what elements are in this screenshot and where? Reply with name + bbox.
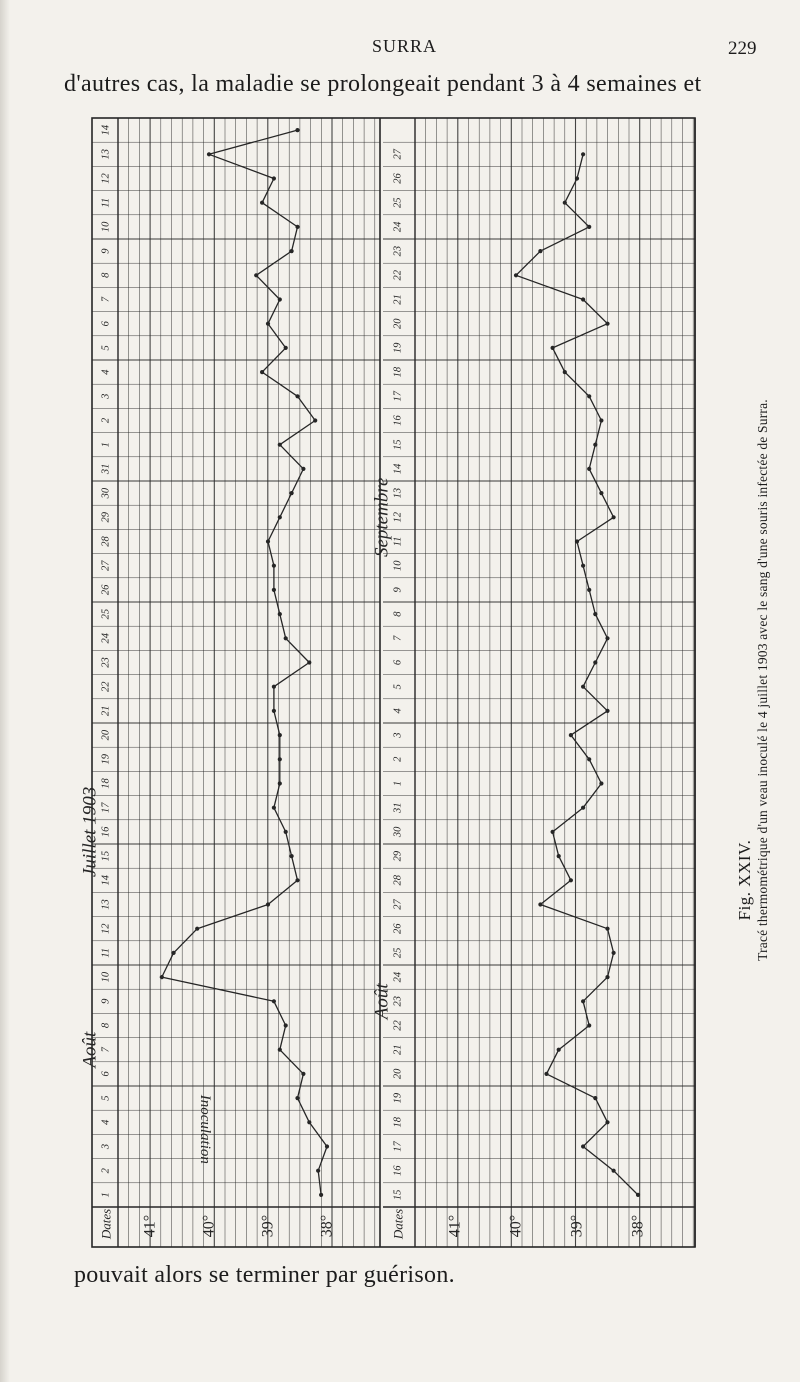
date-tick-label: 14: [392, 463, 404, 475]
date-tick-label: 4: [100, 369, 112, 375]
temperature-data-point: [605, 1120, 609, 1124]
temperature-series-line: [162, 130, 327, 1195]
date-tick-label: 8: [100, 1022, 112, 1029]
temperature-data-point: [266, 539, 270, 543]
temperature-tick-label: 38°: [318, 1214, 336, 1238]
temperature-data-point: [563, 370, 567, 374]
temperature-data-point: [172, 951, 176, 955]
temperature-data-point: [612, 951, 616, 955]
date-tick-label: 5: [392, 684, 404, 690]
date-tick-label: 8: [392, 611, 404, 617]
temperature-data-point: [605, 975, 609, 979]
temperature-data-point: [284, 636, 288, 640]
page-number: 229: [728, 38, 757, 59]
temperature-data-point: [538, 249, 542, 253]
date-tick-label: 3: [100, 1143, 112, 1150]
figure-caption: Tracé thermométrique d'un veau inoculé le 4 juillet 1903 avec le sang d'une souris infectée de Surra.: [755, 399, 770, 961]
temperature-tick-label: 40°: [507, 1214, 525, 1238]
temperature-data-point: [307, 660, 311, 664]
temperature-data-point: [301, 467, 305, 471]
temperature-data-point: [581, 152, 585, 156]
date-tick-label: 6: [392, 659, 404, 666]
date-tick-label: 17: [392, 391, 404, 402]
date-tick-label: 7: [100, 1047, 112, 1053]
temperature-data-point: [319, 1193, 323, 1197]
temperature-data-point: [272, 806, 276, 810]
temperature-data-point: [551, 830, 555, 834]
temperature-data-point: [290, 491, 294, 495]
month-label: Juillet 1903: [79, 786, 101, 878]
temperature-data-point: [278, 757, 282, 761]
date-tick-label: 26: [392, 923, 404, 934]
date-tick-label: 25: [100, 608, 112, 620]
temperature-data-point: [278, 515, 282, 519]
date-tick-label: 21: [100, 705, 112, 717]
month-label: Août: [79, 1031, 101, 1068]
temperature-data-point: [290, 854, 294, 858]
temperature-data-point: [581, 1144, 585, 1148]
date-tick-label: 12: [100, 923, 112, 934]
temperature-data-point: [266, 322, 270, 326]
date-tick-label: 23: [392, 996, 404, 1007]
date-tick-label: 30: [392, 826, 404, 838]
date-tick-label: 22: [392, 270, 404, 281]
temperature-data-point: [569, 733, 573, 737]
date-tick-label: 24: [392, 971, 404, 983]
date-tick-label: 5: [100, 345, 112, 351]
temperature-data-point: [581, 564, 585, 568]
date-tick-label: 4: [100, 1119, 112, 1125]
temperature-data-point: [599, 781, 603, 785]
temperature-data-point: [160, 975, 164, 979]
chart-panel-1: [80, 118, 381, 1247]
inoculation-annotation: Inoculation: [197, 1094, 213, 1164]
date-tick-label: 23: [100, 657, 112, 668]
month-label: Septembre: [371, 477, 393, 558]
temperature-data-point: [593, 612, 597, 616]
temperature-data-point: [538, 902, 542, 906]
temperature-data-point: [272, 564, 276, 568]
temperature-data-point: [272, 685, 276, 689]
body-text-line-after: pouvait alors se terminer par guérison.: [74, 1262, 455, 1288]
temperature-data-point: [278, 612, 282, 616]
temperature-data-point: [557, 1048, 561, 1052]
date-tick-label: 6: [100, 321, 112, 327]
temperature-data-point: [266, 902, 270, 906]
temperature-data-point: [551, 346, 555, 350]
date-tick-label: 18: [392, 1117, 404, 1128]
temperature-data-point: [544, 1072, 548, 1076]
date-tick-label: 11: [100, 948, 112, 958]
date-tick-label: 3: [392, 732, 404, 738]
temperature-data-point: [563, 201, 567, 205]
temperature-data-point: [284, 830, 288, 834]
temperature-data-point: [587, 1023, 591, 1027]
date-tick-label: 7: [392, 635, 404, 641]
date-tick-label: 15: [392, 1189, 404, 1201]
date-tick-label: 19: [392, 1092, 404, 1104]
date-tick-label: 1: [100, 442, 112, 448]
temperature-data-point: [605, 927, 609, 931]
temperature-data-point: [278, 1048, 282, 1052]
date-tick-label: 23: [392, 245, 404, 257]
date-tick-label: 25: [392, 947, 404, 959]
date-tick-label: 20: [392, 1068, 404, 1080]
date-tick-label: 20: [392, 318, 404, 329]
date-tick-label: 15: [100, 850, 112, 862]
temperature-data-point: [207, 152, 211, 156]
date-tick-label: 8: [100, 272, 112, 278]
temperature-data-point: [260, 370, 264, 374]
temperature-tick-label: 38°: [629, 1214, 647, 1238]
date-tick-label: 29: [392, 850, 404, 862]
chart-panel-2: [372, 118, 696, 1247]
date-tick-label: 22: [392, 1020, 404, 1031]
temperature-data-point: [587, 757, 591, 761]
running-title: SURRA: [372, 36, 438, 56]
temperature-data-point: [599, 491, 603, 495]
temperature-data-point: [272, 588, 276, 592]
figure-label: Fig. XXIV.: [735, 839, 754, 921]
date-tick-label: 27: [100, 560, 112, 571]
date-tick-label: 16: [100, 826, 112, 838]
date-tick-label: 9: [100, 998, 112, 1004]
date-tick-label: 2: [100, 1168, 112, 1174]
temperature-data-point: [587, 588, 591, 592]
temperature-tick-label: 41°: [446, 1214, 464, 1238]
temperature-tick-label: 40°: [200, 1214, 218, 1238]
date-tick-label: 30: [100, 487, 112, 499]
temperature-data-point: [278, 781, 282, 785]
date-tick-label: 11: [100, 197, 112, 208]
date-tick-label: 7: [100, 296, 112, 303]
date-tick-label: 28: [100, 536, 112, 547]
temperature-data-point: [636, 1193, 640, 1197]
date-tick-label: 17: [392, 1141, 404, 1152]
date-tick-label: 27: [392, 149, 404, 160]
date-tick-label: 14: [100, 875, 112, 886]
date-tick-label: 22: [100, 681, 112, 692]
date-tick-label: 31: [392, 802, 404, 813]
date-tick-label: 3: [100, 393, 112, 399]
date-tick-label: 16: [392, 1165, 404, 1176]
temperature-data-point: [605, 709, 609, 713]
temperature-tick-label: 41°: [141, 1214, 159, 1238]
date-tick-label: 28: [392, 875, 404, 886]
date-tick-label: 26: [392, 173, 404, 184]
date-tick-label: 18: [392, 366, 404, 378]
date-tick-label: 12: [392, 512, 404, 523]
temperature-data-point: [284, 346, 288, 350]
date-tick-label: 19: [100, 754, 112, 765]
temperature-data-point: [290, 249, 294, 253]
temperature-data-point: [254, 273, 258, 277]
temperature-data-point: [612, 515, 616, 519]
date-tick-label: 24: [392, 221, 404, 233]
date-tick-label: 2: [392, 756, 404, 762]
temperature-data-point: [587, 225, 591, 229]
date-tick-label: 10: [100, 971, 112, 983]
temperature-data-point: [557, 854, 561, 858]
temperature-data-point: [581, 806, 585, 810]
date-tick-label: 18: [100, 778, 112, 789]
temperature-data-point: [575, 539, 579, 543]
temperature-data-point: [295, 1096, 299, 1100]
temperature-data-point: [593, 443, 597, 447]
date-tick-label: 16: [392, 415, 404, 426]
date-tick-label: 11: [392, 536, 404, 547]
temperature-data-point: [593, 1096, 597, 1100]
date-tick-label: 24: [100, 633, 112, 644]
date-tick-label: 5: [100, 1095, 112, 1101]
date-tick-label: 10: [100, 221, 112, 233]
date-tick-label: 12: [100, 173, 112, 184]
temperature-data-point: [605, 636, 609, 640]
temperature-data-point: [278, 297, 282, 301]
temperature-data-point: [316, 1169, 320, 1173]
date-tick-label: 20: [100, 729, 112, 741]
temperature-data-point: [272, 176, 276, 180]
temperature-data-point: [278, 733, 282, 737]
date-tick-label: 31: [100, 463, 112, 475]
dates-label: Dates: [98, 1208, 114, 1240]
date-tick-label: 13: [100, 149, 112, 160]
date-tick-label: 1: [100, 1192, 112, 1198]
temperature-data-point: [295, 394, 299, 398]
temperature-tick-label: 39°: [259, 1214, 277, 1238]
temperature-data-point: [593, 660, 597, 664]
temperature-data-point: [284, 1023, 288, 1027]
temperature-data-point: [195, 927, 199, 931]
temperature-data-point: [514, 273, 518, 277]
temperature-data-point: [569, 878, 573, 882]
temperature-data-point: [612, 1169, 616, 1173]
date-tick-label: 19: [392, 342, 404, 354]
temperature-data-point: [581, 999, 585, 1003]
temperature-data-point: [313, 418, 317, 422]
temperature-data-point: [301, 1072, 305, 1076]
temperature-data-point: [325, 1144, 329, 1148]
temperature-data-point: [272, 709, 276, 713]
date-tick-label: 14: [100, 124, 112, 136]
temperature-data-point: [599, 418, 603, 422]
temperature-data-point: [575, 176, 579, 180]
month-label: Août: [371, 983, 393, 1020]
date-tick-label: 2: [100, 417, 112, 424]
date-tick-label: 4: [392, 708, 404, 714]
date-tick-label: 13: [392, 487, 404, 499]
date-tick-label: 17: [100, 802, 112, 813]
date-tick-label: 21: [392, 1044, 404, 1055]
body-text-line-before: d'autres cas, la maladie se prolongeait pendant 3 à 4 semaines et: [64, 71, 702, 97]
date-tick-label: 29: [100, 512, 112, 523]
temperature-data-point: [587, 467, 591, 471]
temperature-data-point: [587, 394, 591, 398]
date-tick-label: 25: [392, 197, 404, 208]
date-tick-label: 15: [392, 439, 404, 450]
temperature-tick-label: 39°: [568, 1214, 586, 1238]
temperature-data-point: [581, 297, 585, 301]
date-tick-label: 26: [100, 584, 112, 596]
temperature-data-point: [581, 685, 585, 689]
date-tick-label: 9: [392, 587, 404, 593]
temperature-data-point: [605, 322, 609, 326]
temperature-data-point: [295, 878, 299, 882]
date-tick-label: 9: [100, 248, 112, 254]
date-tick-label: 21: [392, 294, 404, 305]
temperature-data-point: [260, 201, 264, 205]
temperature-data-point: [278, 443, 282, 447]
temperature-data-point: [307, 1120, 311, 1124]
temperature-data-point: [272, 999, 276, 1003]
dates-label: Dates: [390, 1208, 406, 1240]
temperature-data-point: [295, 225, 299, 229]
date-tick-label: 6: [100, 1071, 112, 1077]
date-tick-label: 13: [100, 899, 112, 910]
date-tick-label: 27: [392, 899, 404, 910]
date-tick-label: 1: [392, 780, 404, 787]
date-tick-label: 10: [392, 560, 404, 571]
temperature-data-point: [295, 128, 299, 132]
